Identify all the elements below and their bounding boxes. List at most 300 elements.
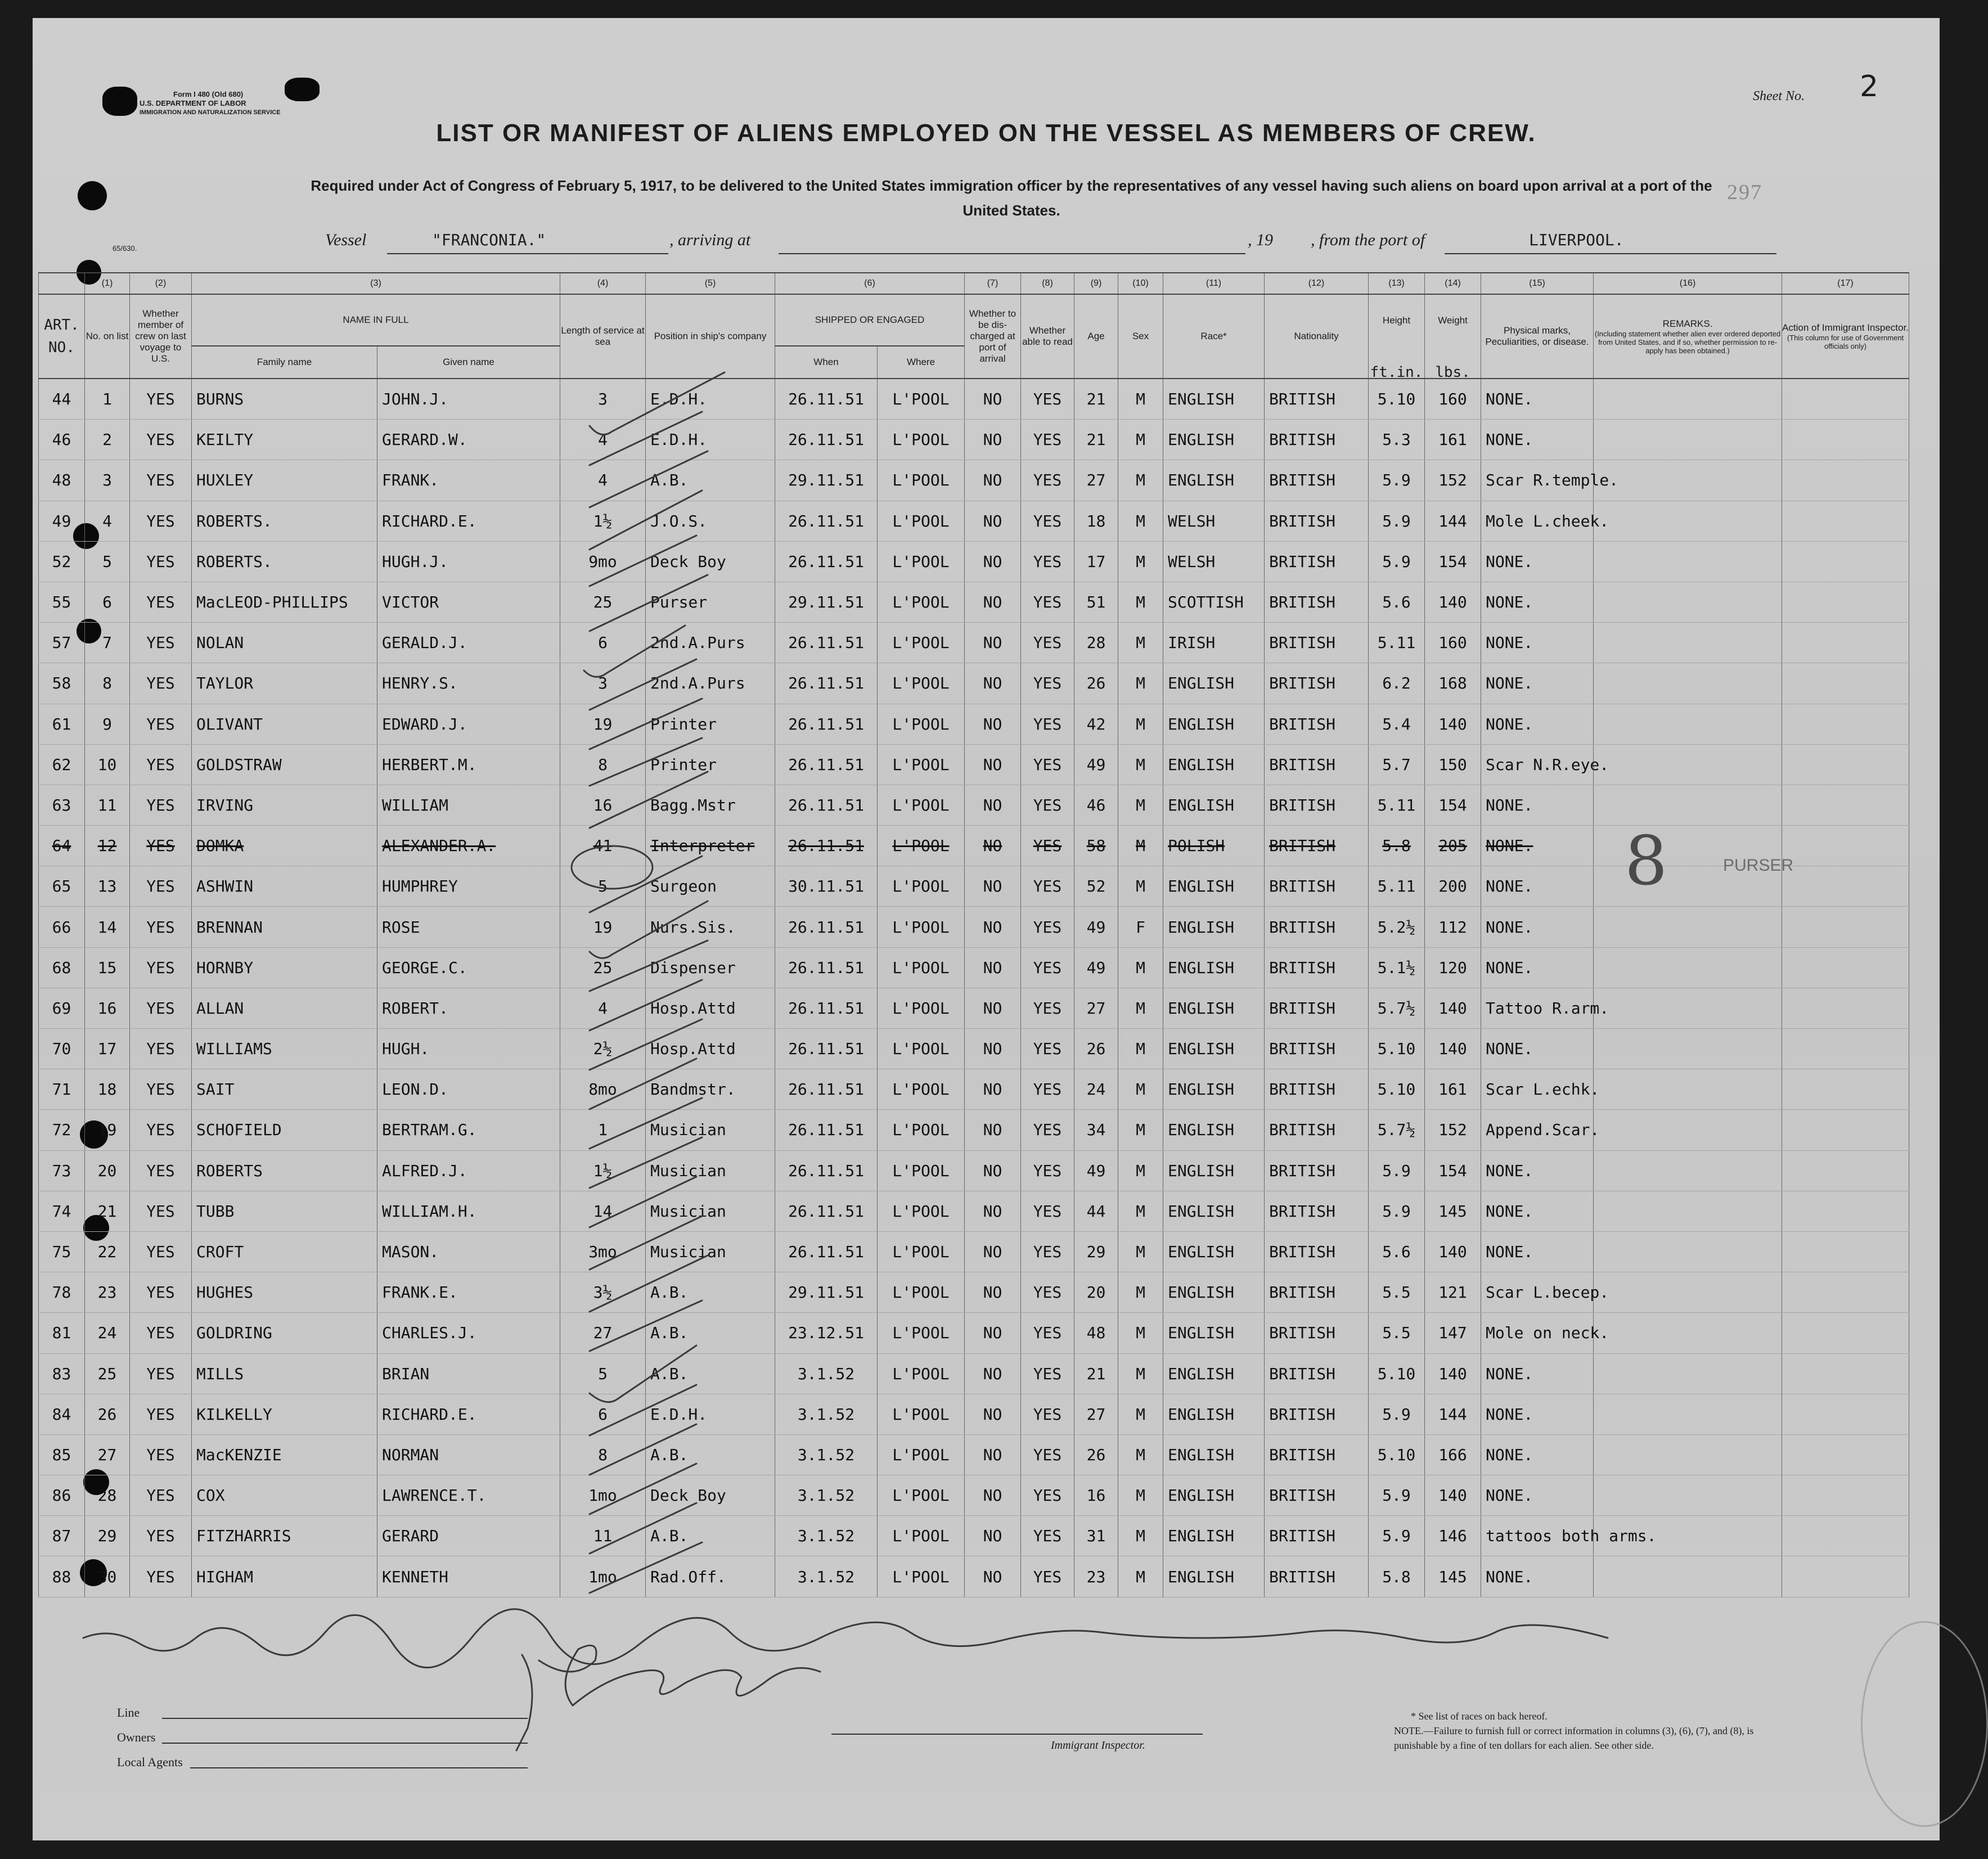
action-cell — [1782, 826, 1909, 866]
footer-agents-field — [117, 1755, 183, 1770]
table-cell: 17 — [85, 1029, 130, 1069]
table-cell: BRITISH — [1265, 1394, 1369, 1434]
table-cell: YES — [130, 460, 192, 501]
table-cell: 5.9 — [1369, 1516, 1425, 1556]
remarks-cell — [1594, 1069, 1782, 1110]
table-cell: 20 — [1074, 1272, 1118, 1313]
table-cell: Append.Scar. — [1481, 1110, 1594, 1150]
table-cell: NONE. — [1481, 420, 1594, 460]
table-cell: 26.11.51 — [775, 785, 878, 825]
remarks-cell — [1594, 1029, 1782, 1069]
table-cell: 5.9 — [1369, 460, 1425, 501]
table-cell: 27 — [1074, 1394, 1118, 1434]
table-cell: NO — [965, 947, 1021, 988]
crew-row — [39, 907, 1909, 947]
crew-row — [39, 582, 1909, 622]
table-cell: 22 — [85, 1231, 130, 1272]
crew-row — [39, 1434, 1909, 1475]
table-cell: NO — [965, 1069, 1021, 1110]
table-cell: BRITISH — [1265, 582, 1369, 622]
table-cell: NO — [965, 1394, 1021, 1434]
table-cell: L'POOL — [878, 744, 965, 785]
table-cell: 26.11.51 — [775, 1231, 878, 1272]
races-note: * See list of races on back hereof. — [1411, 1711, 1548, 1722]
table-cell: 19 — [85, 1110, 130, 1150]
table-cell: Musician — [646, 1191, 775, 1231]
table-cell: Mole on neck. — [1481, 1313, 1594, 1353]
colnum — [39, 273, 85, 294]
table-cell: 10 — [85, 744, 130, 785]
table-cell: M — [1118, 1272, 1163, 1313]
table-cell: NO — [965, 460, 1021, 501]
arriving-label: , arriving at — [669, 231, 751, 249]
table-cell: KILKELLY — [192, 1394, 377, 1434]
table-cell: BRITISH — [1265, 1556, 1369, 1597]
table-cell: ENGLISH — [1163, 1556, 1265, 1597]
table-cell: E.D.H. — [646, 1394, 775, 1434]
table-cell: 5.5 — [1369, 1272, 1425, 1313]
crew-row — [39, 1110, 1909, 1150]
header-no-on-list: No. on list — [85, 294, 130, 379]
action-cell — [1782, 988, 1909, 1028]
table-cell: 4 — [560, 420, 646, 460]
table-cell: 44 — [39, 379, 85, 420]
table-cell: HORNBY — [192, 947, 377, 988]
table-cell: ROBERT. — [377, 988, 560, 1028]
table-cell: BRITISH — [1265, 1353, 1369, 1394]
table-cell: NO — [965, 1150, 1021, 1191]
table-cell: NONE. — [1481, 866, 1594, 907]
table-cell: M — [1118, 704, 1163, 744]
table-cell: J.O.S. — [646, 501, 775, 541]
table-cell: Hosp.Attd — [646, 1029, 775, 1069]
table-cell: ENGLISH — [1163, 1272, 1265, 1313]
action-cell — [1782, 1150, 1909, 1191]
crew-row — [39, 947, 1909, 988]
table-cell: M — [1118, 1110, 1163, 1150]
table-cell: 5.10 — [1369, 379, 1425, 420]
table-cell: 26.11.51 — [775, 1029, 878, 1069]
table-cell: ROBERTS — [192, 1150, 377, 1191]
table-cell: ENGLISH — [1163, 866, 1265, 907]
header-remarks-title: REMARKS. — [1662, 318, 1713, 329]
port-name: LIVERPOOL. — [1529, 231, 1624, 249]
colnum: (14) — [1425, 273, 1481, 294]
header-given-name: Given name — [377, 346, 560, 379]
table-cell: L'POOL — [878, 1191, 965, 1231]
table-cell: 26.11.51 — [775, 826, 878, 866]
table-cell: 26.11.51 — [775, 541, 878, 582]
table-cell: YES — [1021, 1272, 1074, 1313]
action-cell — [1782, 1516, 1909, 1556]
table-cell: 49 — [1074, 947, 1118, 988]
remarks-cell — [1594, 744, 1782, 785]
table-cell: ALFRED.J. — [377, 1150, 560, 1191]
table-cell: ENGLISH — [1163, 1150, 1265, 1191]
table-cell: 41 — [560, 826, 646, 866]
table-cell: HUGH. — [377, 1029, 560, 1069]
table-cell: 68 — [39, 947, 85, 988]
table-cell: GERALD.J. — [377, 623, 560, 663]
table-cell: BRITISH — [1265, 501, 1369, 541]
table-cell: ENGLISH — [1163, 704, 1265, 744]
table-cell: YES — [1021, 420, 1074, 460]
table-cell: HIGHAM — [192, 1556, 377, 1597]
table-cell: 26.11.51 — [775, 623, 878, 663]
table-cell: L'POOL — [878, 1313, 965, 1353]
table-cell: 8mo — [560, 1069, 646, 1110]
table-cell: 27 — [1074, 460, 1118, 501]
table-cell: 48 — [1074, 1313, 1118, 1353]
header-remarks-note: (Including statement whether alien ever ordered deported from United States, and if so, whether permission to re-apply has been obtained.) — [1594, 329, 1781, 355]
table-cell: 3 — [560, 663, 646, 704]
table-cell: L'POOL — [878, 460, 965, 501]
table-cell: NO — [965, 663, 1021, 704]
table-cell: M — [1118, 501, 1163, 541]
table-cell: NOLAN — [192, 623, 377, 663]
table-cell: NORMAN — [377, 1434, 560, 1475]
table-cell: ENGLISH — [1163, 1516, 1265, 1556]
table-cell: YES — [130, 379, 192, 420]
table-cell: 71 — [39, 1069, 85, 1110]
table-cell: YES — [130, 1353, 192, 1394]
table-cell: 140 — [1425, 1475, 1481, 1516]
header-able-to-read: Whether able to read — [1021, 294, 1074, 379]
action-cell — [1782, 541, 1909, 582]
table-cell: 145 — [1425, 1556, 1481, 1597]
header-weight-units: lbs. — [1425, 346, 1481, 379]
table-cell: L'POOL — [878, 379, 965, 420]
table-cell: 5.7½ — [1369, 988, 1425, 1028]
table-cell: MacKENZIE — [192, 1434, 377, 1475]
table-cell: 1½ — [560, 501, 646, 541]
table-cell: Scar L.becep. — [1481, 1272, 1594, 1313]
table-cell: BRITISH — [1265, 826, 1369, 866]
table-cell: Bandmstr. — [646, 1069, 775, 1110]
header-family-name: Family name — [192, 346, 377, 379]
table-cell: M — [1118, 1150, 1163, 1191]
table-cell: M — [1118, 1231, 1163, 1272]
remarks-cell — [1594, 1353, 1782, 1394]
table-cell: Printer — [646, 744, 775, 785]
table-cell: YES — [1021, 1110, 1074, 1150]
table-cell: 6 — [560, 623, 646, 663]
table-cell: 5.2½ — [1369, 907, 1425, 947]
table-cell: 26.11.51 — [775, 1069, 878, 1110]
table-cell: YES — [1021, 663, 1074, 704]
action-cell — [1782, 460, 1909, 501]
table-cell: 121 — [1425, 1272, 1481, 1313]
header-sex: Sex — [1118, 294, 1163, 379]
table-cell: 140 — [1425, 1353, 1481, 1394]
table-cell: 2½ — [560, 1029, 646, 1069]
table-cell: 16 — [560, 785, 646, 825]
table-cell: 5.9 — [1369, 1150, 1425, 1191]
table-cell: 52 — [39, 541, 85, 582]
table-cell: 4 — [85, 501, 130, 541]
table-cell: M — [1118, 1313, 1163, 1353]
table-cell: tattoos both arms. — [1481, 1516, 1594, 1556]
table-cell: 26.11.51 — [775, 663, 878, 704]
table-cell: NONE. — [1481, 1191, 1594, 1231]
table-cell: YES — [130, 1231, 192, 1272]
table-cell: 15 — [85, 947, 130, 988]
table-cell: BRITISH — [1265, 663, 1369, 704]
ink-blot — [285, 78, 320, 101]
table-cell: E.D.H. — [646, 379, 775, 420]
table-cell: 26.11.51 — [775, 744, 878, 785]
table-cell: NO — [965, 988, 1021, 1028]
table-cell: 5.8 — [1369, 1556, 1425, 1597]
table-cell: 2nd.A.Purs — [646, 623, 775, 663]
table-cell: 166 — [1425, 1434, 1481, 1475]
table-cell: ENGLISH — [1163, 1353, 1265, 1394]
table-cell: YES — [130, 866, 192, 907]
table-cell: CHARLES.J. — [377, 1313, 560, 1353]
table-cell: YES — [1021, 379, 1074, 420]
table-cell: M — [1118, 1556, 1163, 1597]
table-cell: 12 — [85, 826, 130, 866]
table-cell: 5.6 — [1369, 1231, 1425, 1272]
table-cell: 86 — [39, 1475, 85, 1516]
table-cell: 21 — [85, 1191, 130, 1231]
header-action-note: (This column for use of Government officials only) — [1787, 334, 1904, 350]
table-cell: NONE. — [1481, 541, 1594, 582]
table-cell: YES — [130, 704, 192, 744]
table-cell: L'POOL — [878, 1231, 965, 1272]
table-cell: NONE. — [1481, 1475, 1594, 1516]
table-cell: 144 — [1425, 1394, 1481, 1434]
table-cell: RICHARD.E. — [377, 1394, 560, 1434]
table-cell: 28 — [85, 1475, 130, 1516]
punch-hole — [78, 181, 107, 210]
table-cell: ENGLISH — [1163, 1394, 1265, 1434]
table-cell: M — [1118, 1353, 1163, 1394]
table-cell: 120 — [1425, 947, 1481, 988]
table-cell: 28 — [1074, 623, 1118, 663]
table-cell: YES — [1021, 744, 1074, 785]
remarks-cell — [1594, 1475, 1782, 1516]
table-cell: ENGLISH — [1163, 663, 1265, 704]
table-cell: SAIT — [192, 1069, 377, 1110]
table-cell: 75 — [39, 1231, 85, 1272]
table-cell: YES — [130, 1272, 192, 1313]
table-cell: 8 — [560, 1434, 646, 1475]
table-cell: NONE. — [1481, 826, 1594, 866]
table-cell: YES — [130, 420, 192, 460]
table-cell: DOMKA — [192, 826, 377, 866]
table-cell: 57 — [39, 623, 85, 663]
table-cell: YES — [1021, 907, 1074, 947]
table-cell: M — [1118, 379, 1163, 420]
table-cell: 3mo — [560, 1231, 646, 1272]
table-cell: 58 — [1074, 826, 1118, 866]
from-port-label: , from the port of — [1311, 231, 1425, 249]
remarks-cell — [1594, 460, 1782, 501]
table-cell: YES — [1021, 1029, 1074, 1069]
table-cell: YES — [130, 1556, 192, 1597]
table-cell: BRITISH — [1265, 1150, 1369, 1191]
table-cell: YES — [130, 501, 192, 541]
table-cell: 144 — [1425, 501, 1481, 541]
table-cell: 152 — [1425, 460, 1481, 501]
table-cell: YES — [1021, 947, 1074, 988]
table-cell: M — [1118, 1394, 1163, 1434]
action-cell — [1782, 907, 1909, 947]
table-cell: 26 — [1074, 1029, 1118, 1069]
table-cell: NO — [965, 1313, 1021, 1353]
table-cell: NONE. — [1481, 947, 1594, 988]
table-cell: GERARD.W. — [377, 420, 560, 460]
table-cell: 1½ — [560, 1150, 646, 1191]
table-cell: BURNS — [192, 379, 377, 420]
remarks-cell — [1594, 1110, 1782, 1150]
table-cell: 200 — [1425, 866, 1481, 907]
table-cell: Interpreter — [646, 826, 775, 866]
crew-row — [39, 1029, 1909, 1069]
table-cell: YES — [130, 907, 192, 947]
table-cell: NO — [965, 907, 1021, 947]
table-cell: A.B. — [646, 1313, 775, 1353]
table-cell: 5.9 — [1369, 1475, 1425, 1516]
table-cell: WILLIAMS — [192, 1029, 377, 1069]
table-cell: L'POOL — [878, 1556, 965, 1597]
header-member-of-crew: Whether member of crew on last voyage to U.S. — [130, 294, 192, 379]
crew-row — [39, 1353, 1909, 1394]
table-cell: YES — [1021, 1516, 1074, 1556]
table-cell: NONE. — [1481, 1556, 1594, 1597]
header-art-no: ART. NO. — [39, 294, 85, 379]
table-cell: 84 — [39, 1394, 85, 1434]
table-cell: ENGLISH — [1163, 1313, 1265, 1353]
table-cell: 5.10 — [1369, 1434, 1425, 1475]
column-header-row — [39, 294, 1909, 346]
table-cell: NONE. — [1481, 582, 1594, 622]
table-cell: YES — [1021, 866, 1074, 907]
action-cell — [1782, 623, 1909, 663]
action-cell — [1782, 379, 1909, 420]
table-cell: 65 — [39, 866, 85, 907]
signature-squiggle — [516, 1645, 820, 1750]
table-cell: YES — [130, 988, 192, 1028]
table-cell: SCOTTISH — [1163, 582, 1265, 622]
table-cell: M — [1118, 1029, 1163, 1069]
table-cell: L'POOL — [878, 826, 965, 866]
table-cell: NONE. — [1481, 1353, 1594, 1394]
form-number: Form I 480 (Old 680) — [173, 90, 244, 98]
colnum: (3) — [192, 273, 560, 294]
table-cell: Dispenser — [646, 947, 775, 988]
table-cell: NONE. — [1481, 1150, 1594, 1191]
table-cell: ENGLISH — [1163, 1231, 1265, 1272]
table-cell: MASON. — [377, 1231, 560, 1272]
table-cell: 3.1.52 — [775, 1434, 878, 1475]
table-cell: 49 — [1074, 907, 1118, 947]
table-cell: YES — [1021, 988, 1074, 1028]
table-cell: L'POOL — [878, 907, 965, 947]
table-cell: 4 — [560, 988, 646, 1028]
table-cell: BRITISH — [1265, 1110, 1369, 1150]
manifest-sheet — [33, 18, 1940, 1840]
crew-row — [39, 744, 1909, 785]
colnum: (6) — [775, 273, 965, 294]
table-cell: L'POOL — [878, 663, 965, 704]
crew-rows — [39, 379, 1909, 1597]
table-cell: A.B. — [646, 1272, 775, 1313]
table-cell: L'POOL — [878, 1110, 965, 1150]
table-cell: YES — [130, 1069, 192, 1110]
table-cell: NONE. — [1481, 704, 1594, 744]
table-cell: BRENNAN — [192, 907, 377, 947]
action-cell — [1782, 501, 1909, 541]
table-cell: 26.11.51 — [775, 947, 878, 988]
table-cell: 26.11.51 — [775, 704, 878, 744]
table-cell: 8 — [85, 663, 130, 704]
table-cell: IRVING — [192, 785, 377, 825]
table-cell: 161 — [1425, 420, 1481, 460]
table-cell: 154 — [1425, 1150, 1481, 1191]
table-cell: HUXLEY — [192, 460, 377, 501]
table-cell: JOHN.J. — [377, 379, 560, 420]
crew-row — [39, 379, 1909, 420]
table-cell: L'POOL — [878, 1272, 965, 1313]
table-cell: ENGLISH — [1163, 1110, 1265, 1150]
table-cell: ENGLISH — [1163, 1191, 1265, 1231]
table-cell: 25 — [560, 582, 646, 622]
table-cell: BRITISH — [1265, 1191, 1369, 1231]
page-subtitle: Required under Act of Congress of February 5, 1917, to be delivered to the United States immigration officer by the representatives of any vessel having such aliens on board upon arrival at a port of the United States. — [311, 177, 1712, 219]
table-cell: 5.9 — [1369, 1394, 1425, 1434]
colnum: (5) — [646, 273, 775, 294]
action-cell — [1782, 1394, 1909, 1434]
colnum: (8) — [1021, 273, 1074, 294]
table-cell: L'POOL — [878, 866, 965, 907]
table-cell: YES — [130, 582, 192, 622]
table-cell: BRITISH — [1265, 1069, 1369, 1110]
table-cell: YES — [130, 541, 192, 582]
crew-row — [39, 420, 1909, 460]
table-cell: L'POOL — [878, 501, 965, 541]
crew-row — [39, 1150, 1909, 1191]
table-cell: M — [1118, 582, 1163, 622]
table-cell: OLIVANT — [192, 704, 377, 744]
table-cell: 27 — [85, 1434, 130, 1475]
remarks-cell — [1594, 1150, 1782, 1191]
table-cell: YES — [130, 744, 192, 785]
remarks-cell — [1594, 623, 1782, 663]
table-cell: NONE. — [1481, 1231, 1594, 1272]
table-cell: Musician — [646, 1110, 775, 1150]
table-cell: M — [1118, 866, 1163, 907]
action-cell — [1782, 1029, 1909, 1069]
table-cell: Mole L.cheek. — [1481, 501, 1594, 541]
action-cell — [1782, 1069, 1909, 1110]
vessel-name: "FRANCONIA." — [432, 231, 546, 249]
table-cell: 78 — [39, 1272, 85, 1313]
table-cell: ENGLISH — [1163, 744, 1265, 785]
colnum: (16) — [1594, 273, 1782, 294]
table-cell: 147 — [1425, 1313, 1481, 1353]
colnum: (7) — [965, 273, 1021, 294]
crew-row — [39, 1556, 1909, 1597]
table-cell: 26.11.51 — [775, 1110, 878, 1150]
table-cell: 146 — [1425, 1516, 1481, 1556]
table-cell: F — [1118, 907, 1163, 947]
table-cell: 46 — [1074, 785, 1118, 825]
action-cell — [1782, 1313, 1909, 1353]
table-cell: Nurs.Sis. — [646, 907, 775, 947]
table-cell: YES — [130, 1150, 192, 1191]
